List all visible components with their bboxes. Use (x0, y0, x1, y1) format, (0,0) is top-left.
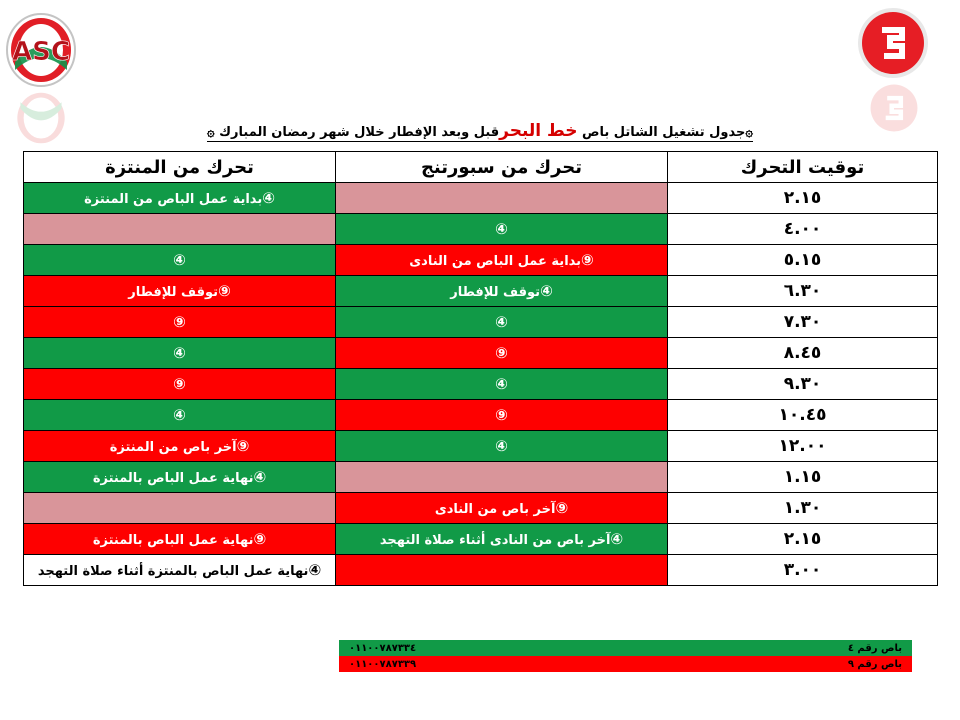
sporting-cell (336, 400, 668, 431)
bus-number-badge: ⑨ (555, 499, 569, 517)
montazah-cell-content (173, 251, 186, 269)
sporting-cell-content (435, 499, 568, 517)
asc-logo-text: ASC (12, 37, 70, 67)
schedule-row (24, 307, 938, 338)
header-time: توقيت التحرك (668, 152, 938, 183)
montazah-note: نهاية عمل الباص بالمنتزة (92, 533, 254, 548)
montazah-cell (24, 555, 336, 586)
montazah-cell-content (128, 282, 231, 300)
time-cell: ٤.٠٠ (668, 214, 938, 245)
montazah-cell (24, 400, 336, 431)
contact-label: باص رقم ٤ (847, 642, 902, 654)
time-cell: ٨.٤٥ (668, 338, 938, 369)
montazah-note: نهاية عمل الباص بالمنتزة (92, 471, 254, 486)
club-emblem-reflection (862, 80, 926, 136)
bus-number-badge: ④ (173, 406, 186, 424)
sporting-cell-content (495, 375, 508, 393)
bus-number-badge: ④ (495, 313, 508, 331)
montazah-cell (24, 493, 336, 524)
schedule-row (24, 183, 938, 214)
montazah-cell-content (110, 437, 250, 455)
montazah-cell (24, 307, 336, 338)
sporting-cell (336, 462, 668, 493)
montazah-cell-content (93, 468, 266, 486)
sporting-cell (336, 183, 668, 214)
montazah-cell (24, 338, 336, 369)
sporting-note: آخر باص من النادى (434, 502, 556, 517)
sporting-cell (336, 338, 668, 369)
contact-number: ٠١١٠٠٧٨٧٣٣٤ (349, 642, 417, 654)
sporting-cell-content (409, 251, 594, 269)
montazah-note: توقف للإفطار (128, 285, 219, 300)
time-cell: ٦.٣٠ (668, 276, 938, 307)
montazah-cell-content (84, 189, 275, 207)
club-emblem-icon (856, 6, 930, 80)
bus-number-badge: ⑨ (173, 375, 186, 393)
bus-number-badge: ⑨ (236, 437, 250, 455)
sporting-cell (336, 431, 668, 462)
time-cell: ٩.٣٠ (668, 369, 938, 400)
time-cell: ٥.١٥ (668, 245, 938, 276)
montazah-cell (24, 524, 336, 555)
montazah-note: بداية عمل الباص من المنتزة (84, 192, 263, 207)
montazah-cell (24, 369, 336, 400)
sporting-cell (336, 555, 668, 586)
schedule-row (24, 462, 938, 493)
sporting-cell-content (380, 530, 623, 548)
montazah-cell (24, 245, 336, 276)
bus-number-badge: ④ (173, 344, 186, 362)
header-montazah: تحرك من المنتزة (24, 152, 336, 183)
schedule-header-row (24, 152, 938, 183)
montazah-cell (24, 462, 336, 493)
schedule-row (24, 338, 938, 369)
sporting-note: توقف للإفطار (450, 285, 541, 300)
schedule-row (24, 276, 938, 307)
sporting-cell-content (495, 437, 508, 455)
sporting-cell-content (495, 406, 508, 424)
time-cell: ٢.١٥ (668, 524, 938, 555)
contact-row (339, 640, 912, 656)
schedule-row (24, 369, 938, 400)
montazah-cell (24, 183, 336, 214)
schedule-row (24, 555, 938, 586)
contacts-body (339, 640, 912, 672)
sporting-note: آخر باص من النادى أثناء صلاة التهجد (379, 533, 611, 548)
time-cell: ٣.٠٠ (668, 555, 938, 586)
schedule-row (24, 400, 938, 431)
contact-label: باص رقم ٩ (847, 658, 902, 670)
schedule-row (24, 431, 938, 462)
bus-number-badge: ④ (253, 468, 267, 486)
sporting-cell-content (495, 220, 508, 238)
bus-number-badge: ④ (495, 437, 508, 455)
time-cell: ١.١٥ (668, 462, 938, 493)
montazah-cell-content (173, 344, 186, 362)
sporting-cell-content (450, 282, 553, 300)
sporting-cell (336, 276, 668, 307)
bus-number-badge: ④ (262, 189, 275, 207)
contact-number: ٠١١٠٠٧٨٧٣٣٩ (349, 658, 417, 670)
sporting-cell (336, 307, 668, 338)
bus-number-badge: ④ (610, 530, 624, 548)
bus-number-badge: ⑨ (495, 406, 508, 424)
schedule-row (24, 493, 938, 524)
montazah-cell (24, 214, 336, 245)
time-cell: ١.٣٠ (668, 493, 938, 524)
title-suffix: قبل وبعد الإفطار خلال شهر رمضان المبارك ۞ (207, 125, 500, 140)
bus-number-badge: ⑨ (218, 282, 231, 300)
montazah-note: نهاية عمل الباص بالمنتزة أثناء صلاة التهجد (37, 564, 309, 579)
title-highlight: خط البحر (499, 121, 578, 141)
montazah-note: آخر باص من المنتزة (109, 440, 237, 455)
bus-number-badge: ④ (308, 561, 322, 579)
montazah-cell-content (38, 561, 321, 579)
asc-logo (5, 12, 77, 88)
schedule-row (24, 245, 938, 276)
bus-number-badge: ⑨ (253, 530, 267, 548)
sporting-cell (336, 524, 668, 555)
bus-number-badge: ④ (495, 375, 508, 393)
montazah-cell (24, 431, 336, 462)
asc-logo-reflection (10, 88, 72, 148)
contact-row (339, 656, 912, 672)
bus-number-badge: ⑨ (581, 251, 594, 269)
time-cell: ١٢.٠٠ (668, 431, 938, 462)
title-prefix: ۞جدول تشغيل الشاتل باص (577, 125, 753, 140)
contacts-table (339, 640, 912, 672)
schedule-row (24, 214, 938, 245)
schedule-row (24, 524, 938, 555)
sporting-cell (336, 493, 668, 524)
bus-number-badge: ⑨ (173, 313, 186, 331)
sporting-cell (336, 245, 668, 276)
sporting-cell-content (495, 344, 508, 362)
sporting-cell (336, 369, 668, 400)
bus-number-badge: ④ (495, 220, 508, 238)
time-cell: ٢.١٥ (668, 183, 938, 214)
bus-number-badge: ⑨ (495, 344, 508, 362)
bus-number-badge: ④ (173, 251, 186, 269)
sporting-note: بداية عمل الباص من النادى (409, 254, 582, 269)
sporting-cell (336, 214, 668, 245)
montazah-cell-content (173, 313, 186, 331)
sporting-cell-content (495, 313, 508, 331)
schedule-table (23, 151, 938, 586)
time-cell: ١٠.٤٥ (668, 400, 938, 431)
time-cell: ٧.٣٠ (668, 307, 938, 338)
bus-number-badge: ④ (540, 282, 553, 300)
montazah-cell (24, 276, 336, 307)
montazah-cell-content (93, 530, 266, 548)
schedule-body (24, 183, 938, 586)
montazah-cell-content (173, 406, 186, 424)
montazah-cell-content (173, 375, 186, 393)
schedule-title (150, 118, 810, 144)
header-sporting: تحرك من سبورتنج (336, 152, 668, 183)
